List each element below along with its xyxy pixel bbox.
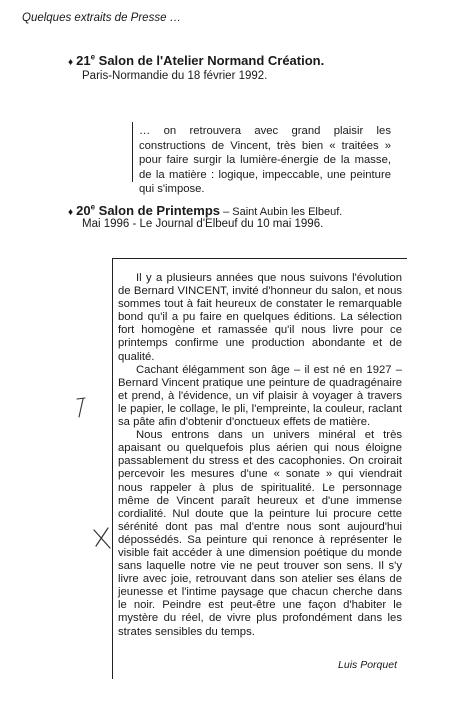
section2-place: – Saint Aubin les Elbeuf. [220, 206, 343, 218]
article-paragraph: Cachant élégamment son âge – il est né en 1927 – Bernard Vincent pratique une peinture de quadragénaire et prend, à l'évidence, un vif plaisir à voyager à travers le papier, le collage, le pli, l'empreinte, la couleur, raclant sa pâte afin d'obtenir d'onctueux effets de matière. [118, 363, 402, 429]
section1-ordinal: e [90, 52, 96, 62]
article-paragraph: Il y a plusieurs années que nous suivons l'évolution de Bernard VINCENT, invité d'honneur du salon, et nous sommes tout à fait heureux de constater le remarquable bond qu'il a pu faire en quelques éditions. La sélection fort homogène et ramassée qu'il nous livre pour ce printemps confirme une production abondante et de qualité. [118, 272, 402, 363]
article-paragraph: Nous entrons dans un univers minéral et très apaisant ou quelquefois plus aérien qui nous éloigne passablement du stress et des cacophonies. On croirait percevoir les mesures d'une « sonate » qui viendrait nous rappeler à plus de spiritualité. Le personnage même de Vincent paraît heureux et d'une immense cordialité. Nul doute que la peinture lui procure cette sérénité dont pas mal d'entre nous sont aujourd'hui dépossédés. Sa peinture qui renonce à représenter le visible fait accéder à une dimension poétique du monde sans laquelle notre vie ne peut trouver son sens. Il s'y livre avec joie, retrouvant dans son atelier ses élans de jeunesse et l'intime paysage que chacun cherche dans le noir. Peindre est peut-être une façon d'habiter le mystère du réel, de vivre plus profondément dans les strates sensibles du temps. [118, 429, 402, 638]
section1-number: 21 [76, 53, 91, 68]
article-box [112, 258, 407, 679]
section2-ordinal: e [90, 202, 96, 212]
article-body [118, 272, 402, 639]
section1-quote-box [132, 122, 393, 196]
handwritten-cross-mark-icon [92, 526, 112, 550]
section1-title-text: Salon de l'Atelier Normand Création. [95, 53, 325, 68]
section1-quote: … on retrouvera avec grand plaisir les constructions de Vincent, très bien « traitées » pour faire surgir la lumière-énergie de la masse, de la matière : logique, impeccable, une peinture qui s'impose. [139, 125, 391, 196]
section2-source: Mai 1996 - Le Journal d'Elbeuf du 10 mai 1996. [82, 218, 324, 230]
diamond-bullet-icon: ♦ [68, 207, 74, 218]
section2-number: 20 [76, 203, 91, 218]
handwritten-slash-mark-icon [74, 396, 88, 420]
page-header: Quelques extraits de Presse … [22, 12, 182, 24]
section2-title-text: Salon de Printemps [95, 203, 221, 218]
section1-source: Paris-Normandie du 18 février 1992. [82, 70, 268, 82]
article-signature: Luis Porquet [338, 659, 397, 671]
section1-title [68, 53, 324, 68]
diamond-bullet-icon: ♦ [68, 57, 74, 68]
section2-title [68, 203, 342, 218]
